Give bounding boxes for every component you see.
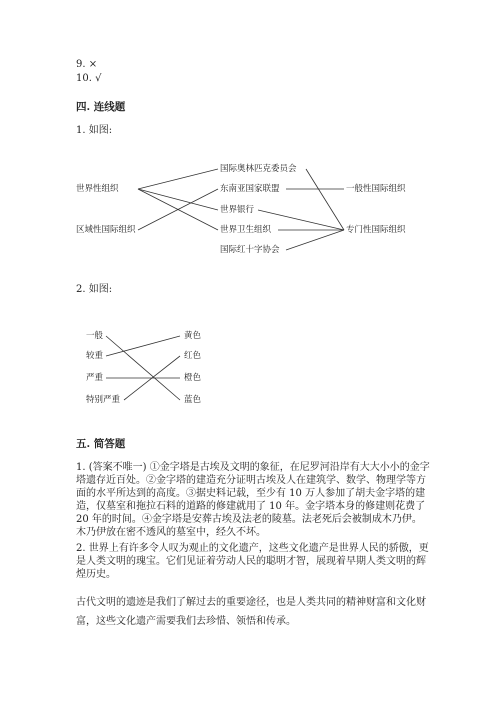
q1-middle-5: 国际红十字协会 <box>220 245 280 255</box>
answer-9: 9. × <box>76 59 98 70</box>
q1-middle-4: 世界卫生组织 <box>220 225 272 235</box>
q2-right-1: 黄色 <box>184 331 202 341</box>
q2-left-4: 特别严重 <box>86 395 121 405</box>
q1-left-2: 区域性国际组织 <box>76 225 136 235</box>
answer-3-text: 古代文明的遗迹是我们了解过去的重要途径，也是人类共同的精神财富和文化财富，这些文化遗产需要我们去珍惜、领悟和传承。 <box>76 597 426 627</box>
q1-left-1: 世界性组织 <box>76 184 119 194</box>
answer-10: 10. √ <box>76 73 102 84</box>
section-4-title: 四. 连线题 <box>76 101 126 113</box>
q2-right-2: 红色 <box>184 351 202 361</box>
q1-middle-3: 世界银行 <box>220 205 255 215</box>
q2-right-3: 橙色 <box>184 373 202 383</box>
q2-left-1: 一般 <box>86 331 104 341</box>
q1-middle-1: 国际奥林匹克委员会 <box>220 164 297 174</box>
section-5-title: 五. 简答题 <box>76 438 126 450</box>
answer-2-text: 2. 世界上有许多令人叹为观止的文化遗产，这些文化遗产是世界人民的骄傲，更是人类文明的瑰宝。它们见证着劳动人民的聪明才智，展现着早期人类文明的辉煌历史。 <box>76 543 429 580</box>
q1-right-2: 专门性国际组织 <box>346 225 406 235</box>
q2-left-2: 较重 <box>86 351 104 361</box>
q2-label: 2. 如图: <box>76 284 113 295</box>
q2-right-4: 蓝色 <box>184 395 202 405</box>
q1-middle-2: 东南亚国家联盟 <box>220 184 280 194</box>
q2-left-3: 严重 <box>86 373 104 383</box>
answer-1-text: 1. (答案不唯一) ①金字塔是古埃及文明的象征，在尼罗河沿岸有大大小小的金字塔遗存近百处。②金字塔的建造充分证明古埃及人在建筑学、数学、物理学等方面的水平所达到的高度。③据史料记载，至少有 10 万人参加了胡夫金字塔的建造，仅墓室和拖拉石料的道路的修建就用了 10 年。金字塔本身的修建则花费了 20 年的时间。④金字塔是安葬古埃及法老的陵墓。法老死后会被制成木乃伊。木乃伊放在密不透风的墓室中，经久不坏。 <box>76 462 430 538</box>
q1-right-1: 一般性国际组织 <box>346 184 406 194</box>
q1-label: 1. 如图: <box>76 125 113 136</box>
